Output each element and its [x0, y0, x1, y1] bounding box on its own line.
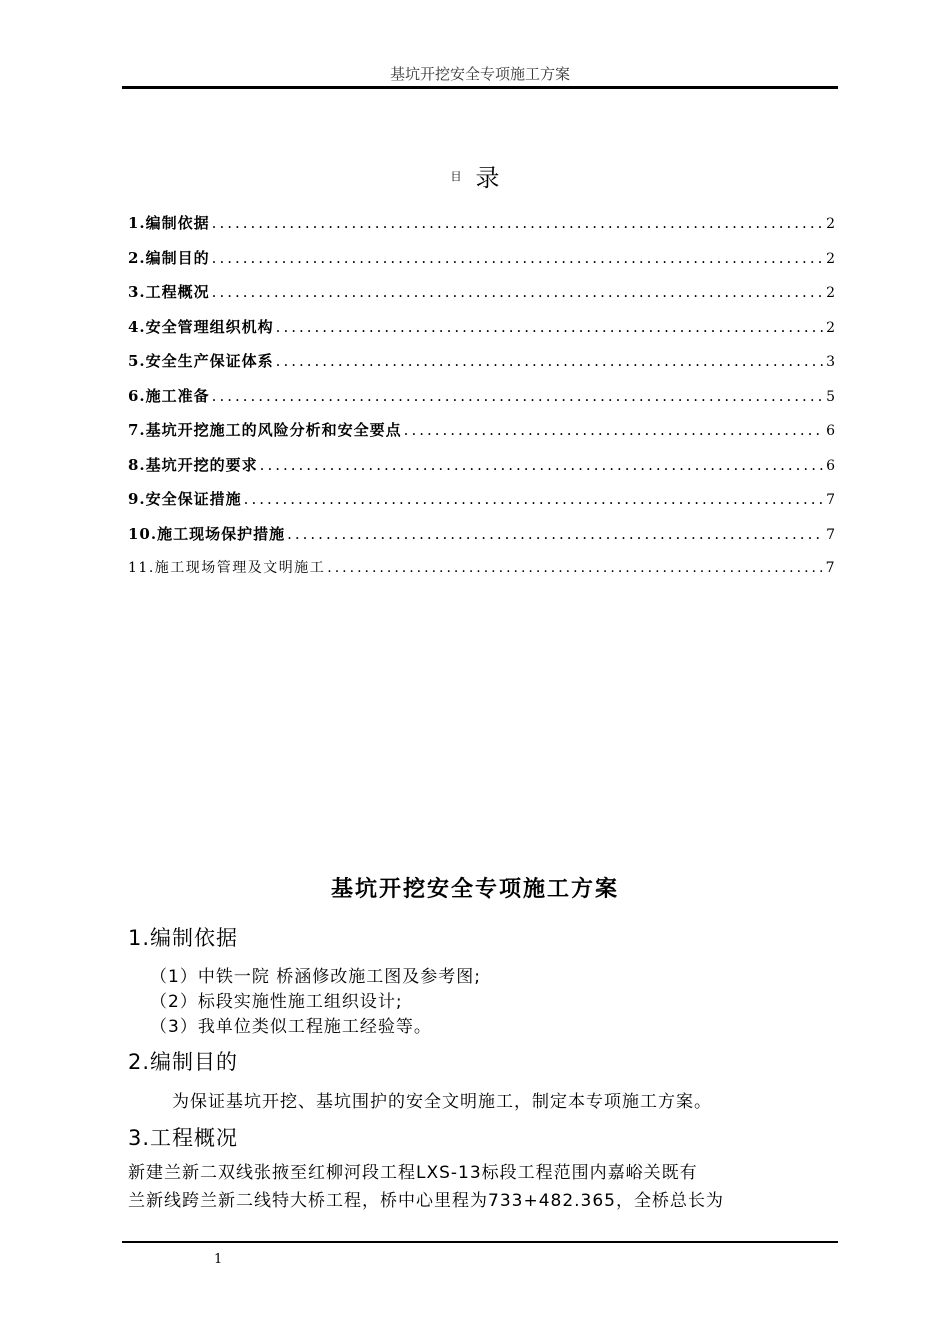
- toc-leader: [212, 206, 824, 241]
- toc-entry[interactable]: [128, 551, 836, 586]
- toc-heading: [0, 158, 950, 193]
- toc-entry-label: 11.施工现场管理及文明施工: [128, 560, 326, 576]
- toc-entry-page: 7: [826, 526, 836, 543]
- toc-leader: [244, 482, 824, 517]
- toc-entry-label: 9.安全保证措施: [128, 490, 242, 508]
- toc-entry-label: 8.基坑开挖的要求: [128, 455, 258, 474]
- toc-entry[interactable]: [128, 448, 836, 483]
- toc-entry-label: 6.施工准备: [128, 386, 210, 405]
- toc-entry-label: 2.编制目的: [128, 248, 210, 267]
- toc-entry-page: 5: [826, 388, 836, 405]
- section-heading-basis: 1.编制依据: [128, 926, 239, 950]
- toc-entry[interactable]: [128, 344, 836, 379]
- toc-entry-page: 3: [826, 354, 836, 370]
- toc-heading-mu: 目: [450, 169, 462, 183]
- purpose-paragraph: 为保证基坑开挖、基坑围护的安全文明施工，制定本专项施工方案。: [172, 1092, 712, 1112]
- toc-entry-page: 7: [825, 560, 836, 576]
- toc-entry-page: 6: [826, 423, 836, 439]
- toc-leader: [260, 448, 824, 483]
- toc-entry[interactable]: [128, 413, 836, 448]
- table-of-contents: [128, 206, 836, 586]
- document-title: 基坑开挖安全专项施工方案: [330, 876, 619, 902]
- toc-heading-lu: 录: [475, 164, 500, 192]
- footer-divider: [122, 1241, 838, 1243]
- toc-leader: [327, 551, 823, 586]
- toc-leader: [276, 310, 824, 345]
- toc-entry-page: 6: [826, 457, 836, 474]
- toc-entry[interactable]: [128, 206, 836, 241]
- page-number: 1: [214, 1252, 223, 1267]
- toc-entry-label: 4.安全管理组织机构: [128, 317, 274, 336]
- toc-entry-label: 10.施工现场保护措施: [128, 524, 286, 543]
- toc-entry[interactable]: [128, 241, 836, 276]
- toc-entry-label: 1.编制依据: [128, 214, 210, 232]
- running-header: 基坑开挖安全专项施工方案: [389, 65, 570, 83]
- toc-entry-page: 2: [826, 285, 836, 301]
- overview-paragraph-line: 新建兰新二双线张掖至红柳河段工程LXS-13标段工程范围内嘉峪关既有: [128, 1163, 698, 1183]
- toc-leader: [212, 241, 824, 276]
- header-divider: [122, 86, 838, 89]
- toc-entry[interactable]: [128, 310, 836, 345]
- toc-entry[interactable]: [128, 275, 836, 310]
- toc-entry-page: 2: [826, 250, 836, 267]
- toc-leader: [276, 344, 824, 379]
- toc-entry[interactable]: [128, 482, 836, 517]
- section-heading-purpose: 2.编制目的: [128, 1050, 239, 1074]
- toc-entry-label: 5.安全生产保证体系: [128, 352, 274, 370]
- toc-entry-page: 7: [826, 492, 836, 508]
- toc-leader: [212, 275, 824, 310]
- toc-leader: [287, 517, 824, 552]
- toc-entry[interactable]: [128, 379, 836, 414]
- toc-entry-page: 2: [826, 319, 836, 336]
- toc-leader: [404, 413, 824, 448]
- toc-entry-label: 7.基坑开挖施工的风险分析和安全要点: [128, 421, 402, 439]
- toc-entry-page: 2: [826, 216, 836, 232]
- basis-item: （3）我单位类似工程施工经验等。: [150, 1017, 432, 1037]
- overview-paragraph-line: 兰新线跨兰新二线特大桥工程，桥中心里程为733+482.365，全桥总长为: [128, 1191, 724, 1211]
- basis-item: （1）中铁一院 桥涵修改施工图及参考图;: [150, 967, 481, 987]
- basis-item: （2）标段实施性施工组织设计;: [150, 992, 403, 1012]
- toc-entry-label: 3.工程概况: [128, 283, 210, 301]
- toc-entry[interactable]: [128, 517, 836, 552]
- toc-leader: [212, 379, 824, 414]
- section-heading-overview: 3.工程概况: [128, 1126, 239, 1150]
